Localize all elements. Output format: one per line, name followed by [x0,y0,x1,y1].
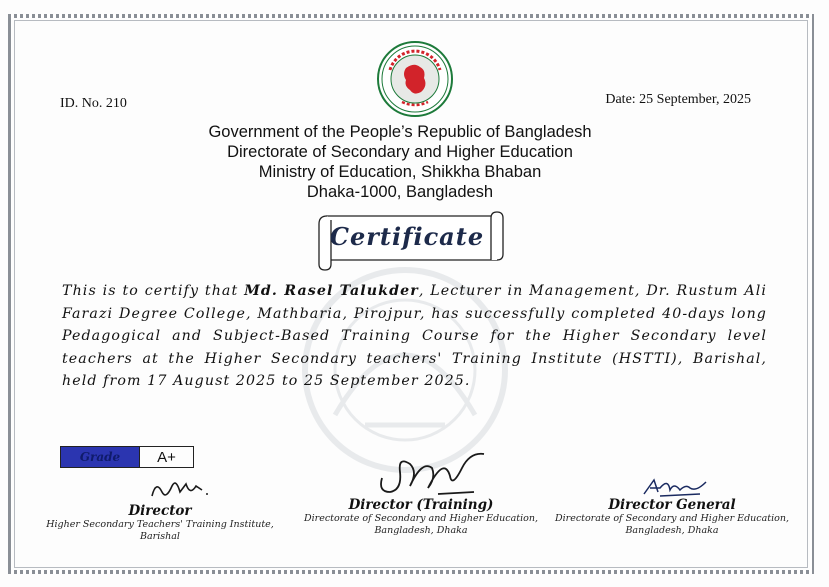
signatory-director [40,503,280,543]
signatory-director-general [552,497,792,537]
header-line-address: Dhaka-1000, Bangladesh [306,183,494,201]
id-number: ID. No. 210 [60,96,127,111]
header-line-ministry: Ministry of Education, Shikkha Bhaban [258,163,542,181]
government-seal-icon [376,40,454,118]
signature-director-image [146,474,216,504]
signatory-institution: Directorate of Secondary and Higher Education, [304,513,538,524]
recipient-name: Md. Rasel Talukder [244,283,419,299]
issuer-header [0,122,800,202]
issue-date: Date: 25 September, 2025 [605,92,751,107]
signatory-institution: Directorate of Secondary and Higher Education, [555,513,789,524]
signatory-location: Bangladesh, Dhaka [374,525,468,536]
signatory-director-training [298,497,544,537]
header-line-government: Government of the People’s Republic of Bangladesh [208,123,592,141]
certificate-title: Certificate [329,222,485,251]
grade-box [60,446,194,468]
signatory-location: Barishal [140,531,180,542]
signatory-institution: Higher Secondary Teachers' Training Institute, [46,519,274,530]
grade-label: Grade [61,447,140,467]
signature-director-training-image [374,448,494,500]
statement-details: , Lecturer in Management, Dr. Rustum Ali Farazi Degree College, Mathbaria, Pirojpur, has successfully completed 40-days long Pedagogical and Subject-Based Training Course for the Higher Secondary level teachers at the Higher Secondary teachers' Training Institute (HSTTI), Barishal, held from 17 August 2025 to 25 September 2025. [62,283,767,389]
signatory-title: Director (Training) [348,497,494,513]
signatory-title: Director General [608,497,736,513]
statement-lead: This is to certify that [62,283,245,299]
grade-value: A+ [157,448,176,466]
signatory-location: Bangladesh, Dhaka [625,525,719,536]
signatory-title: Director [128,503,192,519]
certification-statement [62,280,767,393]
header-line-directorate: Directorate of Secondary and Higher Education [227,143,573,161]
